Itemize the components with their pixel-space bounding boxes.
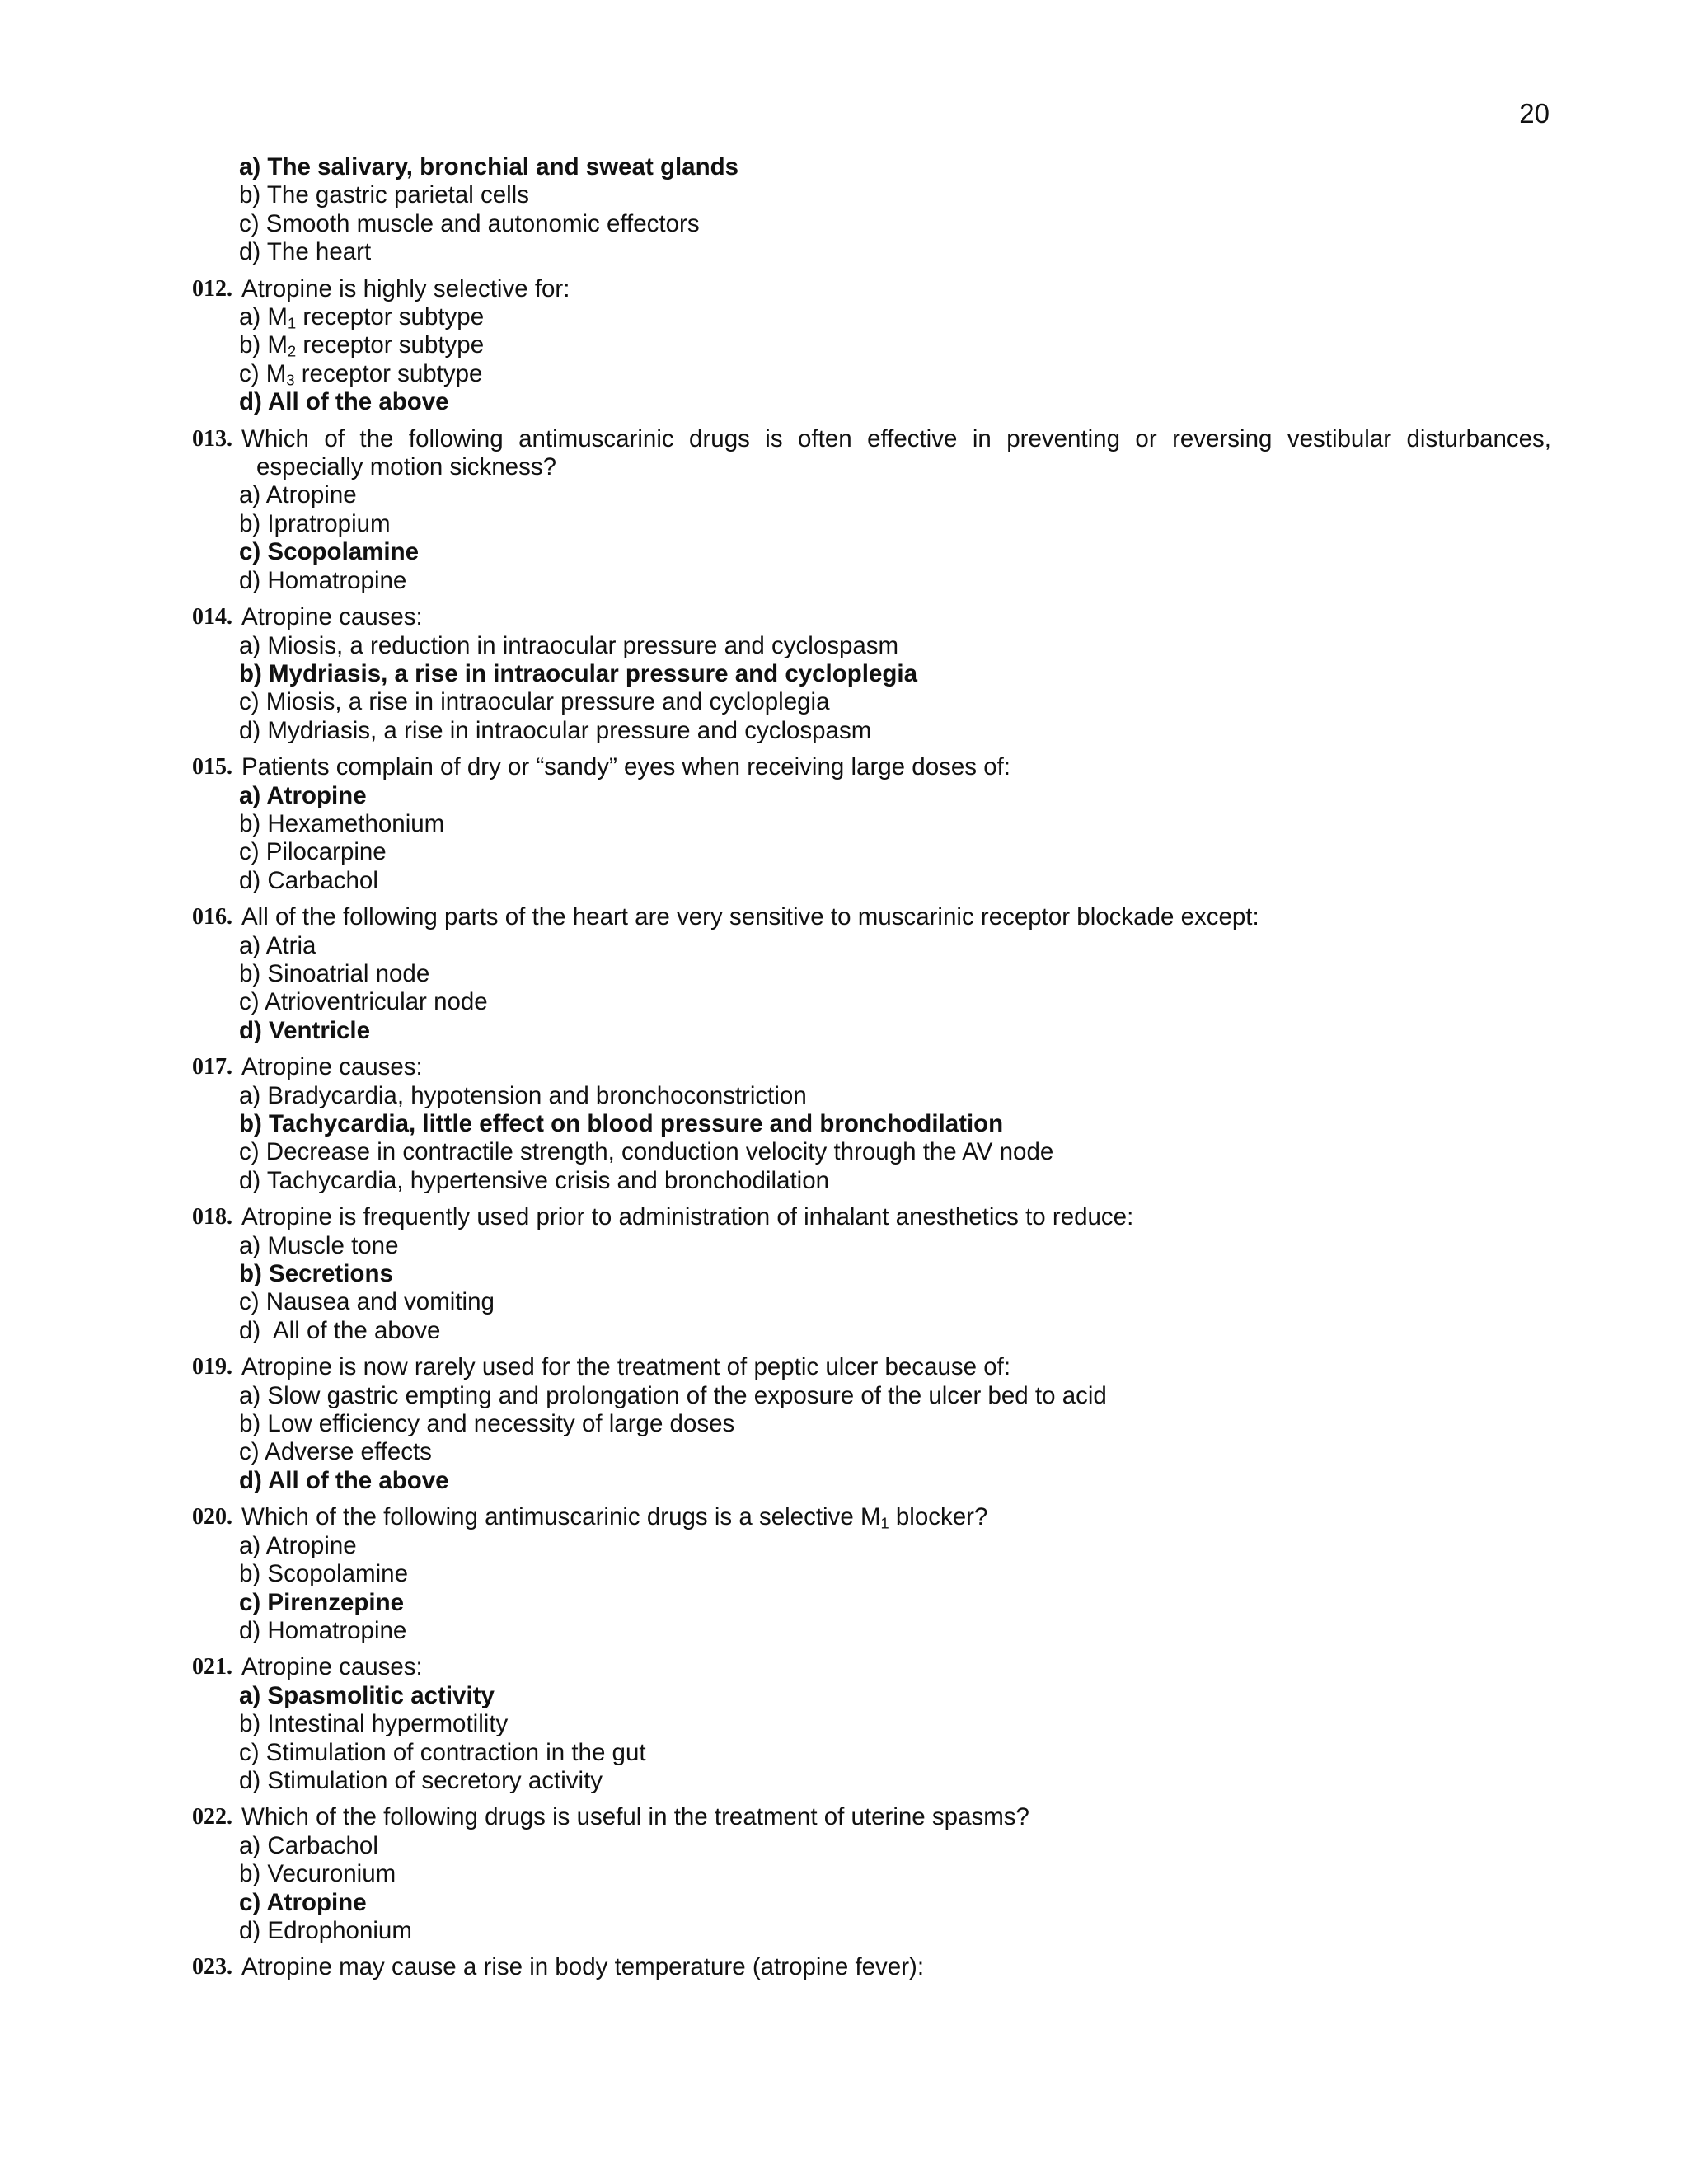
option: b) $M_2$ receptor subtype: [239, 331, 485, 360]
option: a) Atropine: [239, 481, 357, 509]
question-text: Atropine may cause a rise in body temperature (atropine fever):: [241, 1953, 925, 1981]
question-number: 014.: [192, 604, 232, 630]
question-number: 013.: [192, 425, 232, 452]
option: c) Atropine: [239, 1888, 367, 1916]
option: c) Smooth muscle and autonomic effectors: [239, 209, 700, 237]
question-014: [192, 603, 1551, 745]
option: d) Tachycardia, hypertensive crisis and bronchodilation: [239, 1166, 830, 1194]
question-text: Which of the following antimuscarinic drugs is a selective $M_1$ blocker?: [241, 1503, 988, 1532]
question-text: Patients complain of dry or “sandy” eyes when receiving large doses of:: [241, 753, 1010, 781]
option: a) Bradycardia, hypotension and bronchoconstriction: [239, 1081, 807, 1109]
question-number: 017.: [192, 1054, 232, 1080]
question-015: [192, 753, 1551, 895]
option: c) Scopolamine: [239, 538, 420, 566]
option: c) Nausea and vomiting: [239, 1288, 495, 1316]
option: c) Stimulation of contraction in the gut: [239, 1738, 646, 1766]
option: d) All of the above: [239, 1316, 441, 1344]
option: d) All of the above: [239, 388, 449, 416]
option: d) Edrophonium: [239, 1916, 412, 1944]
question-016: [192, 903, 1551, 1045]
question-019: [192, 1353, 1551, 1495]
question-number: 018.: [192, 1204, 232, 1230]
option: c) Atrioventricular node: [239, 988, 488, 1016]
question-continued: [192, 153, 1551, 267]
question-number: 020.: [192, 1504, 232, 1530]
option: d) Homatropine: [239, 566, 407, 594]
option: b) Scopolamine: [239, 1560, 408, 1588]
option: a) Slow gastric empting and prolongation of the exposure of the ulcer bed to acid: [239, 1381, 1107, 1409]
question-012: [192, 275, 1551, 417]
option: b) Ipratropium: [239, 509, 391, 537]
question-number: 023.: [192, 1954, 232, 1980]
page-number: 20: [1519, 98, 1550, 129]
option: a) Atria: [239, 931, 316, 959]
option: a) Atropine: [239, 781, 367, 809]
question-number: 012.: [192, 275, 232, 302]
option: c) Decrease in contractile strength, conduction velocity through the AV node: [239, 1138, 1054, 1166]
option: c) Pilocarpine: [239, 838, 387, 866]
option: c) Adverse effects: [239, 1438, 432, 1466]
option: d) Mydriasis, a rise in intraocular pressure and cyclospasm: [239, 716, 872, 744]
option: b) The gastric parietal cells: [239, 181, 529, 209]
question-018: [192, 1203, 1551, 1345]
option: a) Atropine: [239, 1531, 357, 1559]
option: d) Ventricle: [239, 1016, 371, 1044]
option: d) Stimulation of secretory activity: [239, 1766, 603, 1794]
option: a) $M_1$ receptor subtype: [239, 303, 485, 332]
question-number: 019.: [192, 1354, 232, 1380]
question-020: [192, 1503, 1551, 1645]
option: d) The heart: [239, 238, 372, 266]
option: b) Mydriasis, a rise in intraocular pressure and cycloplegia: [239, 659, 918, 687]
question-021: [192, 1653, 1551, 1795]
question-text: Atropine causes:: [241, 1653, 423, 1681]
option: b) Secretions: [239, 1260, 393, 1288]
question-number: 022.: [192, 1804, 232, 1830]
option: a) Muscle tone: [239, 1231, 399, 1259]
option: d) Carbachol: [239, 866, 378, 894]
question-text: All of the following parts of the heart are very sensitive to muscarinic receptor blockade except:: [241, 903, 1259, 931]
question-number: 016.: [192, 904, 232, 930]
option: c) Pirenzepine: [239, 1588, 405, 1616]
question-017: [192, 1053, 1551, 1195]
question-text: Atropine is highly selective for:: [241, 274, 570, 302]
question-text: Atropine is now rarely used for the treatment of peptic ulcer because of:: [241, 1353, 1011, 1381]
question-text: Atropine is frequently used prior to administration of inhalant anesthetics to reduce:: [241, 1203, 1134, 1231]
option: b) Sinoatrial node: [239, 959, 430, 987]
question-text: Which of the following drugs is useful in the treatment of uterine spasms?: [241, 1803, 1029, 1831]
question-number: 021.: [192, 1654, 232, 1680]
question-text: Atropine causes:: [241, 1053, 423, 1081]
option: c) $M_3$ receptor subtype: [239, 359, 483, 389]
question-list: [192, 153, 1551, 1982]
option: b) Tachycardia, little effect on blood pressure and bronchodilation: [239, 1110, 1004, 1137]
option: b) Hexamethonium: [239, 809, 445, 837]
question-text: Which of the following antimuscarinic drugs is often effective in preventing or reversing vestibular disturbances, especially motion sickness?: [241, 424, 1551, 481]
option: a) The salivary, bronchial and sweat glands: [239, 153, 739, 180]
question-number: 015.: [192, 754, 232, 780]
option: b) Intestinal hypermotility: [239, 1710, 509, 1738]
option: b) Vecuronium: [239, 1860, 396, 1888]
option: b) Low efficiency and necessity of large doses: [239, 1410, 735, 1438]
question-text: Atropine causes:: [241, 603, 423, 631]
option: a) Carbachol: [239, 1831, 378, 1859]
question-013: [192, 425, 1551, 595]
option: d) Homatropine: [239, 1616, 407, 1644]
option: a) Spasmolitic activity: [239, 1681, 495, 1709]
question-023: [192, 1953, 1551, 1981]
option: a) Miosis, a reduction in intraocular pressure and cyclospasm: [239, 631, 899, 659]
question-022: [192, 1803, 1551, 1945]
option: c) Miosis, a rise in intraocular pressure and cycloplegia: [239, 688, 830, 716]
option: d) All of the above: [239, 1466, 449, 1494]
